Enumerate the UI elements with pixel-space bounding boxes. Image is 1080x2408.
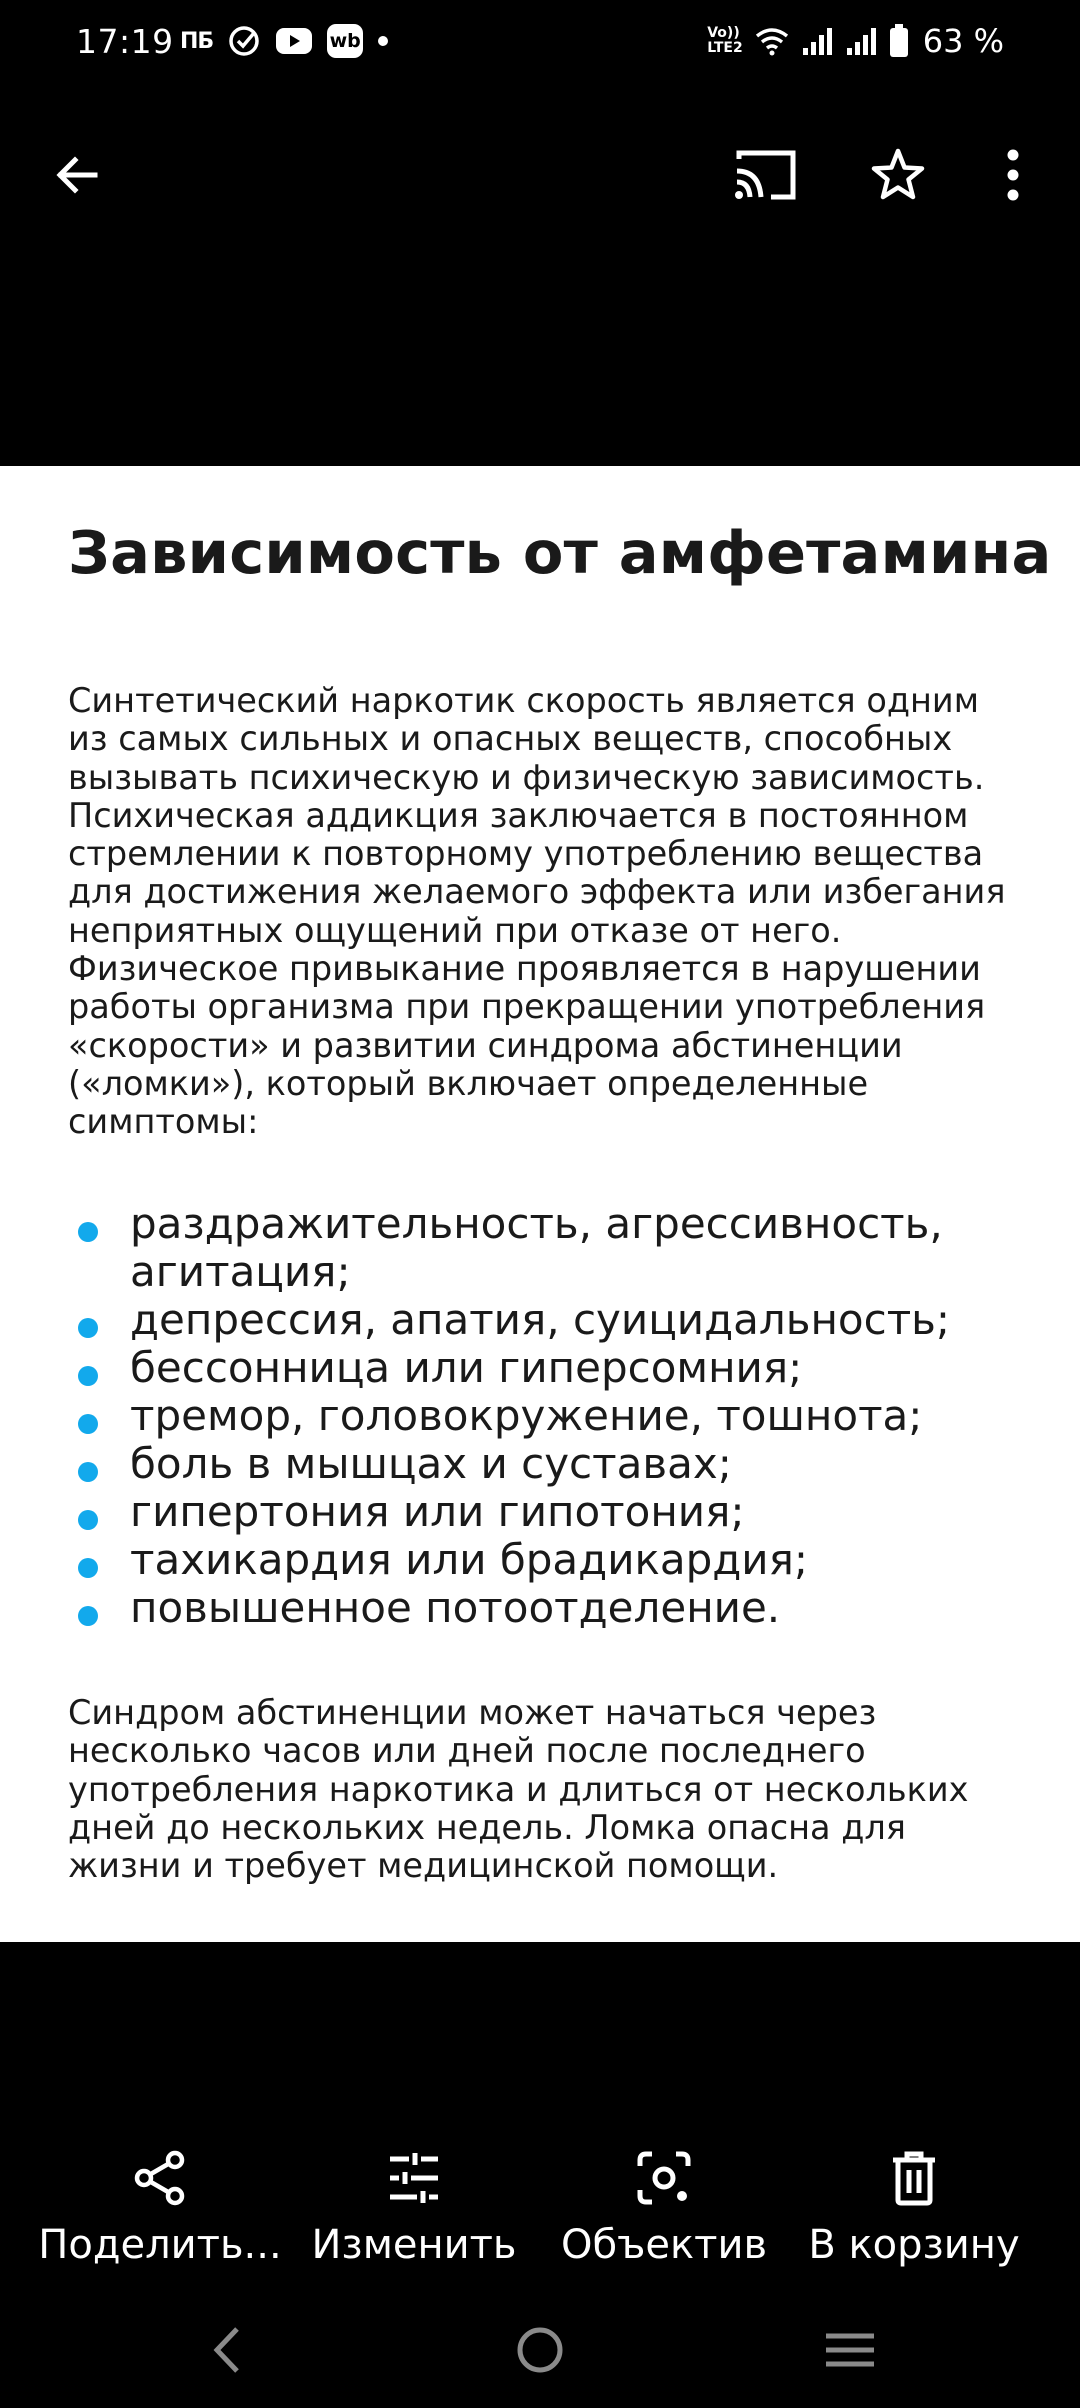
bullet-dot [78,1318,98,1338]
paragraph-line: неприятных ощущений при отказе от него. [68,910,842,950]
bullet-dot [78,1606,98,1626]
status-time: 17:19 [76,22,174,61]
bullet-dot [78,1366,98,1386]
paragraph-line: Физическое привыкание проявляется в нарушении [68,949,981,989]
back-button[interactable] [32,130,122,220]
wifi-icon [755,26,789,56]
symptom-item: повышенное потоотделение. [0,1584,1080,1632]
youtube-icon [275,26,313,56]
paragraph-line: Психическая аддикция заключается в постоянном [68,795,969,835]
document-paragraph-2 [68,1694,1058,1885]
favorite-button[interactable] [853,130,943,220]
symptom-list [0,1200,1080,1632]
share-button[interactable] [35,2148,285,2268]
battery-percent: 63 % [922,22,1004,60]
symptom-item: гипертония или гипотония; [0,1488,1080,1536]
photo-actions-bar [0,2148,1080,2298]
paragraph-line: работы организма при прекращении употребления [68,987,986,1027]
cast-button[interactable] [720,130,810,220]
signal-icon [845,26,877,56]
paragraph-line: («ломки»), который включает определенные [68,1063,869,1103]
document-title: Зависимость от амфетамина [68,518,1052,587]
symptom-item: депрессия, апатия, суицидальность; [0,1296,1080,1344]
bullet-dot [78,1510,98,1530]
bullet-dot [78,1222,98,1242]
system-navigation-bar [0,2310,1080,2390]
bullet-dot [78,1558,98,1578]
lens-icon [636,2150,692,2206]
nav-recents-icon [824,2330,876,2370]
share-label: Поделить... [38,2222,282,2268]
volte-icon: Vo)) LTE2 [707,25,743,56]
more-options-button[interactable] [968,130,1058,220]
symptom-item: тахикардия или брадикардия; [0,1536,1080,1584]
nav-home-button[interactable] [480,2310,600,2390]
paragraph-line: «скорости» и развитии синдрома абстиненции [68,1025,903,1065]
battery-icon [889,24,909,58]
arrow-back-icon [53,151,101,199]
paragraph-line: стремлении к повторному употреблению вещества [68,834,984,874]
nav-recents-button[interactable] [790,2310,910,2390]
paragraph-line: симптомы: [68,1102,259,1142]
more-vert-icon [1003,149,1023,201]
paragraph-line: употребления наркотика и длиться от нескольких [68,1769,969,1809]
symptom-item: раздражительность, агрессивность, [0,1200,1080,1248]
tune-icon [387,2151,441,2205]
symptom-item-continuation: агитация; [130,1247,351,1296]
wb-icon: wb [327,24,363,58]
check-circle-icon [227,24,261,58]
document-paragraph-1 [68,682,1058,1142]
paragraph-line: дней до нескольких недель. Ломка опасна для [68,1807,906,1847]
top-toolbar [0,120,1080,230]
symptom-item: тремор, головокружение, тошнота; [0,1392,1080,1440]
edit-label: Изменить [311,2222,517,2268]
nav-home-icon [514,2324,566,2376]
paragraph-line: из самых сильных и опасных веществ, способных [68,719,953,759]
edit-button[interactable] [289,2148,539,2268]
star-icon [870,147,926,203]
status-system-icons [707,22,1004,60]
trash-label: В корзину [808,2222,1020,2268]
share-icon [133,2150,187,2206]
symptom-item: бессонница или гиперсомния; [0,1344,1080,1392]
lens-label: Объектив [560,2222,768,2268]
paragraph-line: вызывать психическую и физическую зависимость. [68,757,985,797]
nav-back-icon [209,2325,245,2375]
paragraph-line: несколько часов или дней после последнего [68,1731,866,1771]
cast-icon [733,149,797,201]
trash-button[interactable] [789,2148,1039,2268]
paragraph-line: Синтетический наркотик скорость является одним [68,681,979,720]
bullet-dot [78,1462,98,1482]
nav-back-button[interactable] [167,2310,287,2390]
lens-button[interactable] [539,2148,789,2268]
pb-icon: ПБ [180,28,214,54]
paragraph-line: жизни и требует медицинской помощи. [68,1846,779,1886]
paragraph-line: Синдром абстиненции может начаться через [68,1693,877,1732]
status-bar [0,0,1080,92]
signal-icon [801,26,833,56]
bullet-dot [78,1414,98,1434]
photo-document [0,466,1080,1942]
trash-icon [890,2150,938,2206]
dot-icon [377,35,389,47]
paragraph-line: для достижения желаемого эффекта или избегания [68,872,1006,912]
status-notification-icons [180,24,389,58]
symptom-item: боль в мышцах и суставах; [0,1440,1080,1488]
